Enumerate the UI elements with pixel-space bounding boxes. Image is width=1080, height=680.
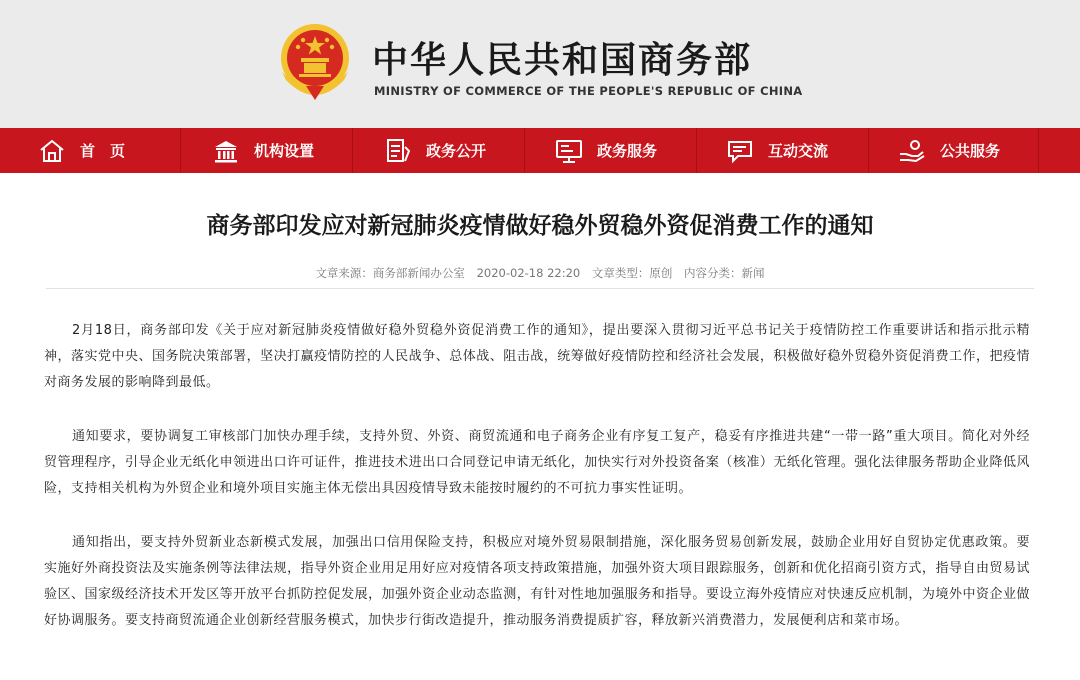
nav-separator <box>696 128 697 173</box>
article-meta <box>0 265 1080 281</box>
nav-item-interaction[interactable] <box>726 128 898 173</box>
article-paragraph: 通知指出，要支持外贸新业态新模式发展，加强出口信用保险支持，积极应对境外贸易限制措施，深化服务贸易创新发展，鼓励企业用好自贸协定优惠政策。要实施好外商投资法及实施条例等法律法规，指导外资企业用足用好应对疫情各项支持政策措施，加强外资大项目跟踪服务，创新和优化招商引资方式，指导自由贸易试验区、国家级经济技术开发区等开放平台抓防控促发展，加强外资企业动态监测，有针对性地加强服务和指导。要设立海外疫情应对快速反应机制，为境外中资企业做好协调服务。要支持商贸流通企业创新经营服务模式，加快步行街改造提升，推动服务消费提质扩容，释放新兴消费潜力，发展便利店和菜市场。 <box>44 535 1030 628</box>
nav-label-government-services: 政务服务 <box>597 142 658 160</box>
article-datetime: 2020-02-18 22:20 <box>476 266 581 280</box>
nav-item-organization[interactable] <box>212 128 384 173</box>
nav-separator <box>524 128 525 173</box>
chat-icon <box>726 137 754 165</box>
article-paragraph: 通知要求，要协调复工审核部门加快办理手续，支持外贸、外资、商贸流通和电子商务企业有序复工复产，稳妥有序推进共建“一带一路”重大项目。简化对外经贸管理程序，引导企业无纸化申领进出口许可证件，推进技术进出口合同登记申请无纸化，加快实行对外投资备案（核准）无纸化管理。强化法律服务帮助企业降低风险，支持相关机构为外贸企业和境外项目实施主体无偿出具因疫情导致未能按时履约的不可抗力事实性证明。 <box>44 429 1030 496</box>
home-icon <box>38 137 66 165</box>
nav-label-interaction: 互动交流 <box>768 142 829 160</box>
national-emblem-icon[interactable] <box>276 20 354 102</box>
hand-service-icon <box>898 137 926 165</box>
ministry-title-en[interactable]: MINISTRY OF COMMERCE OF THE PEOPLE'S REPUBLIC OF CHINA <box>374 84 803 98</box>
ministry-title-cn[interactable]: 中华人民共和国商务部 <box>372 40 753 81</box>
nav-label-home: 首 页 <box>80 142 126 160</box>
building-icon <box>212 137 240 165</box>
nav-item-home[interactable] <box>38 128 210 173</box>
site-header <box>0 0 1080 128</box>
article-category: 内容分类：新闻 <box>684 266 765 280</box>
article-paragraph: 2月18日，商务部印发《关于应对新冠肺炎疫情做好稳外贸稳外资促消费工作的通知》，提出要深入贯彻习近平总书记关于疫情防控工作重要讲话和指示批示精神，落实党中央、国务院决策部署，坚决打赢疫情防控的人民战争、总体战、阻击战，统筹做好疫情防控和经济社会发展，积极做好稳外贸稳外资促消费工作，把疫情对商务发展的影响降到最低。 <box>44 323 1030 390</box>
nav-separator <box>180 128 181 173</box>
divider <box>46 288 1034 289</box>
nav-separator <box>352 128 353 173</box>
nav-item-public-services[interactable] <box>898 128 1070 173</box>
article-type: 文章类型：原创 <box>591 266 673 280</box>
nav-separator <box>1038 128 1039 173</box>
monitor-icon <box>555 137 583 165</box>
nav-label-organization: 机构设置 <box>254 142 315 160</box>
nav-separator <box>868 128 869 173</box>
nav-item-government-affairs[interactable] <box>384 128 556 173</box>
document-icon <box>384 137 412 165</box>
article-body <box>44 318 1030 662</box>
main-nav <box>0 128 1080 173</box>
nav-label-government-affairs: 政务公开 <box>426 142 487 160</box>
nav-item-government-services[interactable] <box>555 128 727 173</box>
article-title: 商务部印发应对新冠肺炎疫情做好稳外贸稳外资促消费工作的通知 <box>206 213 874 239</box>
article-source: 文章来源：商务部新闻办公室 <box>315 266 465 280</box>
nav-label-public-services: 公共服务 <box>940 142 1001 160</box>
